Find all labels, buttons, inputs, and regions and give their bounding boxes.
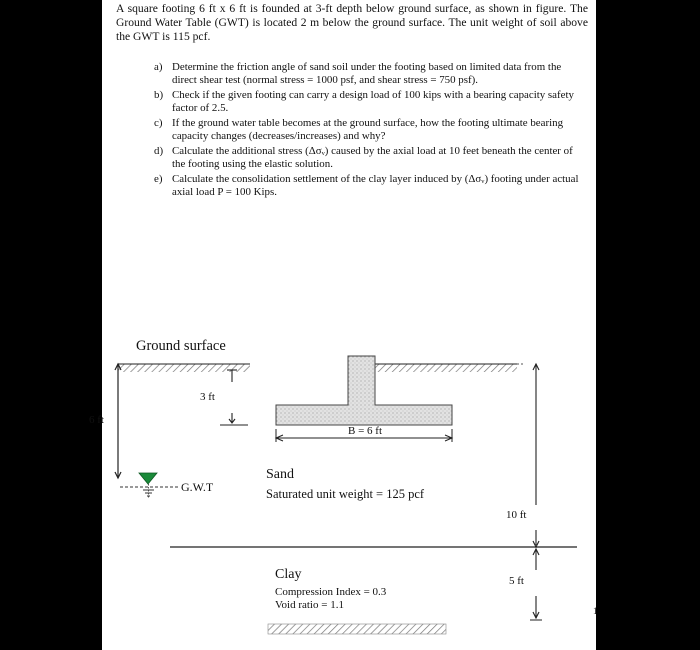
clay-label: Clay bbox=[275, 567, 302, 582]
question-text: Calculate the additional stress (Δσᵥ) caused by the axial load at 10 feet beneath the center of the footing using the elastic solution. bbox=[172, 145, 573, 170]
sand-unit-weight: Saturated unit weight = 125 pcf bbox=[266, 487, 425, 501]
soil-profile-figure bbox=[102, 0, 596, 650]
ground-surface-hatch-right bbox=[375, 364, 517, 372]
clay-thickness-dimension bbox=[530, 549, 542, 620]
footing-width-label: B = 6 ft bbox=[348, 425, 383, 437]
clay-void-ratio: Void ratio = 1.1 bbox=[275, 599, 344, 611]
ground-water-table bbox=[120, 473, 178, 498]
question-text: Determine the friction angle of sand soil under the footing based on limited data from the direct shear test (normal stress = 1000 psf, and shear stress = 750 psf). bbox=[172, 61, 562, 86]
ground-surface-hatch-left bbox=[118, 364, 250, 372]
footing-depth-label: 3 ft bbox=[200, 391, 215, 403]
sand-thickness-dimension bbox=[533, 364, 539, 547]
gwt-depth-dimension bbox=[115, 364, 121, 478]
question-marker: d) bbox=[154, 145, 164, 157]
question-text: Calculate the consolidation settlement of the clay layer induced by (Δσᵥ) footing under actual axial load P = 100 Kips. bbox=[172, 173, 579, 198]
gwt-depth-label: 6 ft bbox=[89, 414, 104, 426]
ground-surface-label: Ground surface bbox=[136, 338, 226, 354]
question-marker: a) bbox=[154, 61, 163, 73]
question-marker: e) bbox=[154, 173, 163, 185]
question-text: Check if the given footing can carry a design load of 100 kips with a bearing capacity safety factor of 2.5. bbox=[172, 89, 574, 114]
problem-statement: A square footing 6 ft x 6 ft is founded at 3-ft depth below ground surface, as shown in figure. The Ground Water Table (GWT) is located 2 m below the ground surface. The unit weight of soil above the GWT is 115 pcf. bbox=[116, 2, 588, 43]
question-marker: c) bbox=[154, 117, 163, 129]
question-marker: b) bbox=[154, 89, 164, 101]
clay-compression-index: Compression Index = 0.3 bbox=[275, 586, 387, 598]
page-mark: 1 bbox=[593, 606, 598, 616]
sand-thickness-label: 10 ft bbox=[506, 509, 527, 521]
gwt-label: G.W.T bbox=[181, 480, 214, 494]
document-page bbox=[89, 0, 598, 650]
question-text: If the ground water table becomes at the ground surface, how the footing ultimate bearing capacity changes (decreases/increases) and why? bbox=[172, 117, 564, 142]
clay-base-hatch bbox=[268, 624, 446, 634]
footing-depth-dimension bbox=[220, 370, 248, 425]
sand-label: Sand bbox=[266, 467, 294, 482]
clay-thickness-label: 5 ft bbox=[509, 575, 524, 587]
